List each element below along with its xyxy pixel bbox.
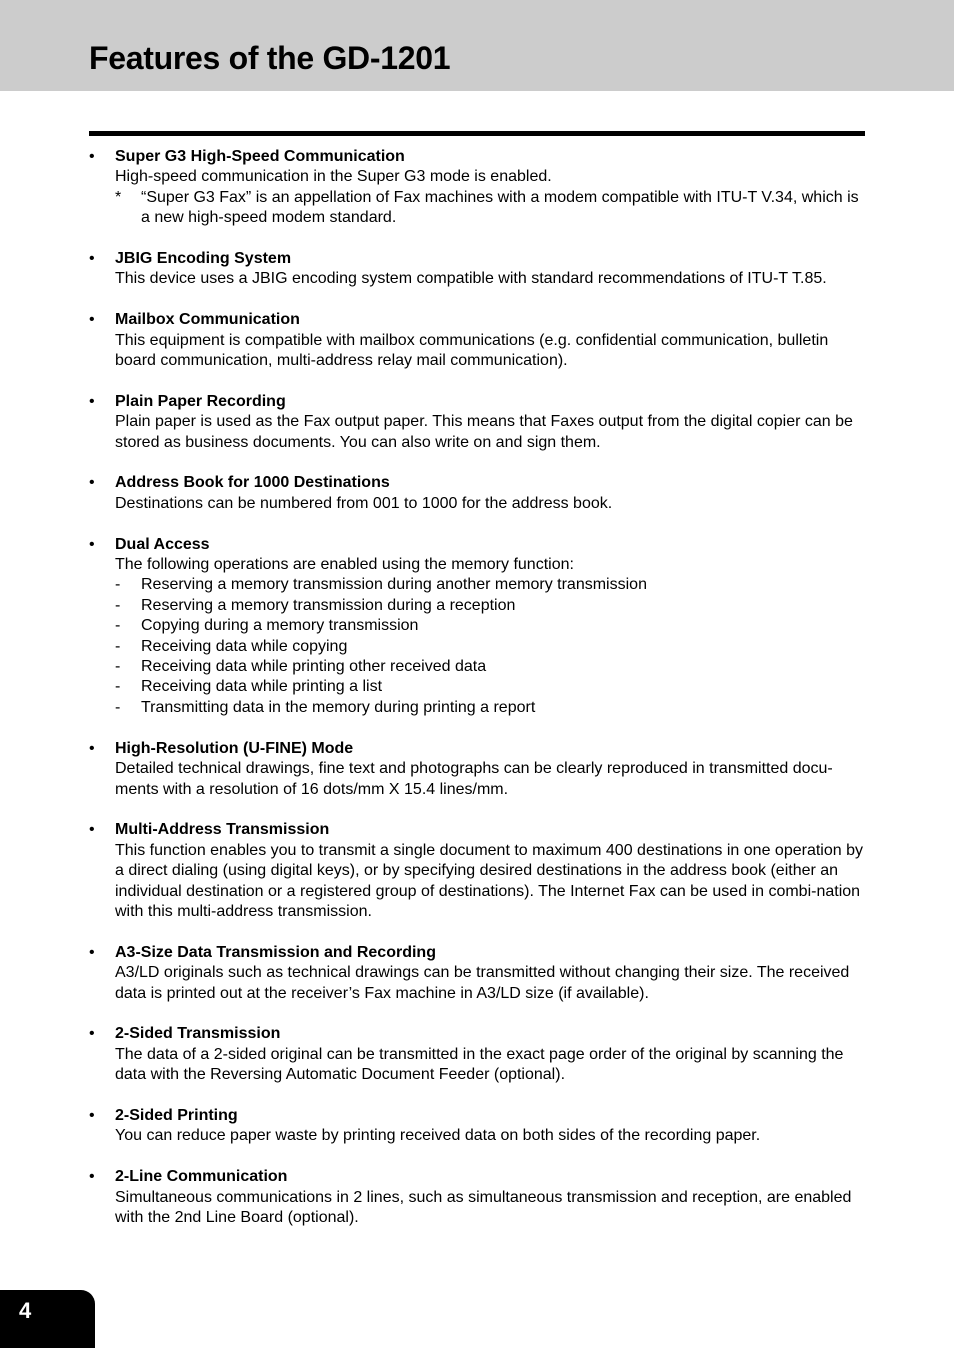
feature-list xyxy=(89,147,866,1249)
bullet-icon: • xyxy=(89,250,95,268)
bullet-icon: • xyxy=(89,821,95,839)
sub-item-text: Reserving a memory transmission during a reception xyxy=(141,596,516,614)
bullet-icon: • xyxy=(89,392,95,410)
feature-item xyxy=(89,1167,866,1228)
dash-mark: - xyxy=(115,678,121,696)
feature-item xyxy=(89,473,866,514)
feature-title: High-Resolution (U-FINE) Mode xyxy=(115,739,354,757)
feature-title: A3-Size Data Transmission and Recording xyxy=(115,943,436,961)
sub-list-item xyxy=(115,657,866,677)
feature-description: This device uses a JBIG encoding system compatible with standard recommendations of ITU-T T.85. xyxy=(115,270,827,288)
section-rule xyxy=(89,131,865,136)
feature-title: Plain Paper Recording xyxy=(115,392,286,410)
sub-item-text: Copying during a memory transmission xyxy=(141,617,419,635)
feature-description: Simultaneous communications in 2 lines, such as simultaneous transmission and reception, are enabled with the 2nd Line Board (optional). xyxy=(115,1188,852,1226)
sub-item-text: Receiving data while copying xyxy=(141,637,348,655)
feature-item xyxy=(89,820,866,922)
sub-list-item xyxy=(115,596,866,616)
feature-description: The following operations are enabled using the memory function: xyxy=(115,556,574,574)
feature-description: This function enables you to transmit a single document to maximum 400 destinations in one operation by a direct dialing (using digital keys), or by specifying desired destinations in the address book (either an individual destination or a registered group of destinations). The Internet Fax can be used in combi-nation with this multi-address transmission. xyxy=(115,841,863,920)
footnote-text: “Super G3 Fax” is an appellation of Fax machines with a modem compatible with ITU-T V.34, which is a new high-speed modem standard. xyxy=(141,188,859,227)
feature-item xyxy=(89,1024,866,1085)
feature-description: You can reduce paper waste by printing received data on both sides of the recording paper. xyxy=(115,1127,761,1145)
sub-item-text: Receiving data while printing a list xyxy=(141,678,383,696)
header-band xyxy=(0,0,954,91)
dash-mark: - xyxy=(115,576,121,594)
feature-item xyxy=(89,1106,866,1147)
feature-item xyxy=(89,147,866,229)
sub-list-item xyxy=(115,698,866,718)
feature-description: The data of a 2-sided original can be transmitted in the exact page order of the original by scanning the data with the Reversing Automatic Document Feeder (optional). xyxy=(115,1045,844,1084)
asterisk-mark: * xyxy=(115,188,122,206)
feature-item xyxy=(89,249,866,290)
bullet-icon: • xyxy=(89,739,95,757)
page-number-tab xyxy=(0,1290,95,1348)
feature-title: Multi-Address Transmission xyxy=(115,821,330,839)
feature-title: 2-Sided Printing xyxy=(115,1106,238,1124)
dash-mark: - xyxy=(115,596,121,614)
bullet-icon: • xyxy=(89,148,95,165)
bullet-icon: • xyxy=(89,1025,95,1043)
bullet-icon: • xyxy=(89,535,95,553)
page-title: Features of the GD-1201 xyxy=(89,40,451,76)
sub-item-text: Transmitting data in the memory during printing a report xyxy=(141,698,536,716)
feature-item xyxy=(89,739,866,800)
feature-title: Dual Access xyxy=(115,535,210,553)
dash-mark: - xyxy=(115,698,121,716)
sub-item-text: Receiving data while printing other received data xyxy=(141,658,487,676)
feature-item xyxy=(89,392,866,453)
bullet-icon: • xyxy=(89,311,95,329)
feature-description: A3/LD originals such as technical drawings can be transmitted without changing their size. The received data is printed out at the receiver’s Fax machine in A3/LD size (if available). xyxy=(115,964,850,1002)
bullet-icon: • xyxy=(89,943,95,961)
sub-list-item xyxy=(115,677,866,697)
sub-list-item xyxy=(115,637,866,657)
feature-description: Destinations can be numbered from 001 to 1000 for the address book. xyxy=(115,494,613,512)
footnote xyxy=(115,188,866,229)
page-number: 4 xyxy=(19,1298,32,1323)
feature-item xyxy=(89,310,866,371)
feature-item xyxy=(89,535,866,719)
sub-item-text: Reserving a memory transmission during another memory transmission xyxy=(141,576,647,594)
feature-description: High-speed communication in the Super G3 mode is enabled. xyxy=(115,168,552,186)
feature-description: Plain paper is used as the Fax output paper. This means that Faxes output from the digital copier can be stored as business documents. You can also write on and sign them. xyxy=(115,413,853,451)
feature-title: 2-Line Communication xyxy=(115,1168,288,1186)
dash-mark: - xyxy=(115,658,121,676)
feature-item xyxy=(89,943,866,1004)
feature-description: This equipment is compatible with mailbox communications (e.g. confidential communication, bulletin board communication, multi-address relay mail communication). xyxy=(115,331,829,370)
dash-mark: - xyxy=(115,617,121,635)
feature-title: Mailbox Communication xyxy=(115,311,300,329)
feature-title: Super G3 High-Speed Communication xyxy=(115,148,405,165)
bullet-icon: • xyxy=(89,1106,95,1124)
feature-title: Address Book for 1000 Destinations xyxy=(115,474,390,492)
sub-list-item xyxy=(115,575,866,595)
bullet-icon: • xyxy=(89,1168,95,1186)
dash-mark: - xyxy=(115,637,121,655)
feature-title: 2-Sided Transmission xyxy=(115,1025,281,1043)
feature-title: JBIG Encoding System xyxy=(115,250,292,268)
sub-list-item xyxy=(115,616,866,636)
bullet-icon: • xyxy=(89,474,95,492)
feature-description: Detailed technical drawings, fine text and photographs can be clearly reproduced in transmitted docu-ments with a resolution of 16 dots/mm X 15.4 lines/mm. xyxy=(115,760,833,798)
